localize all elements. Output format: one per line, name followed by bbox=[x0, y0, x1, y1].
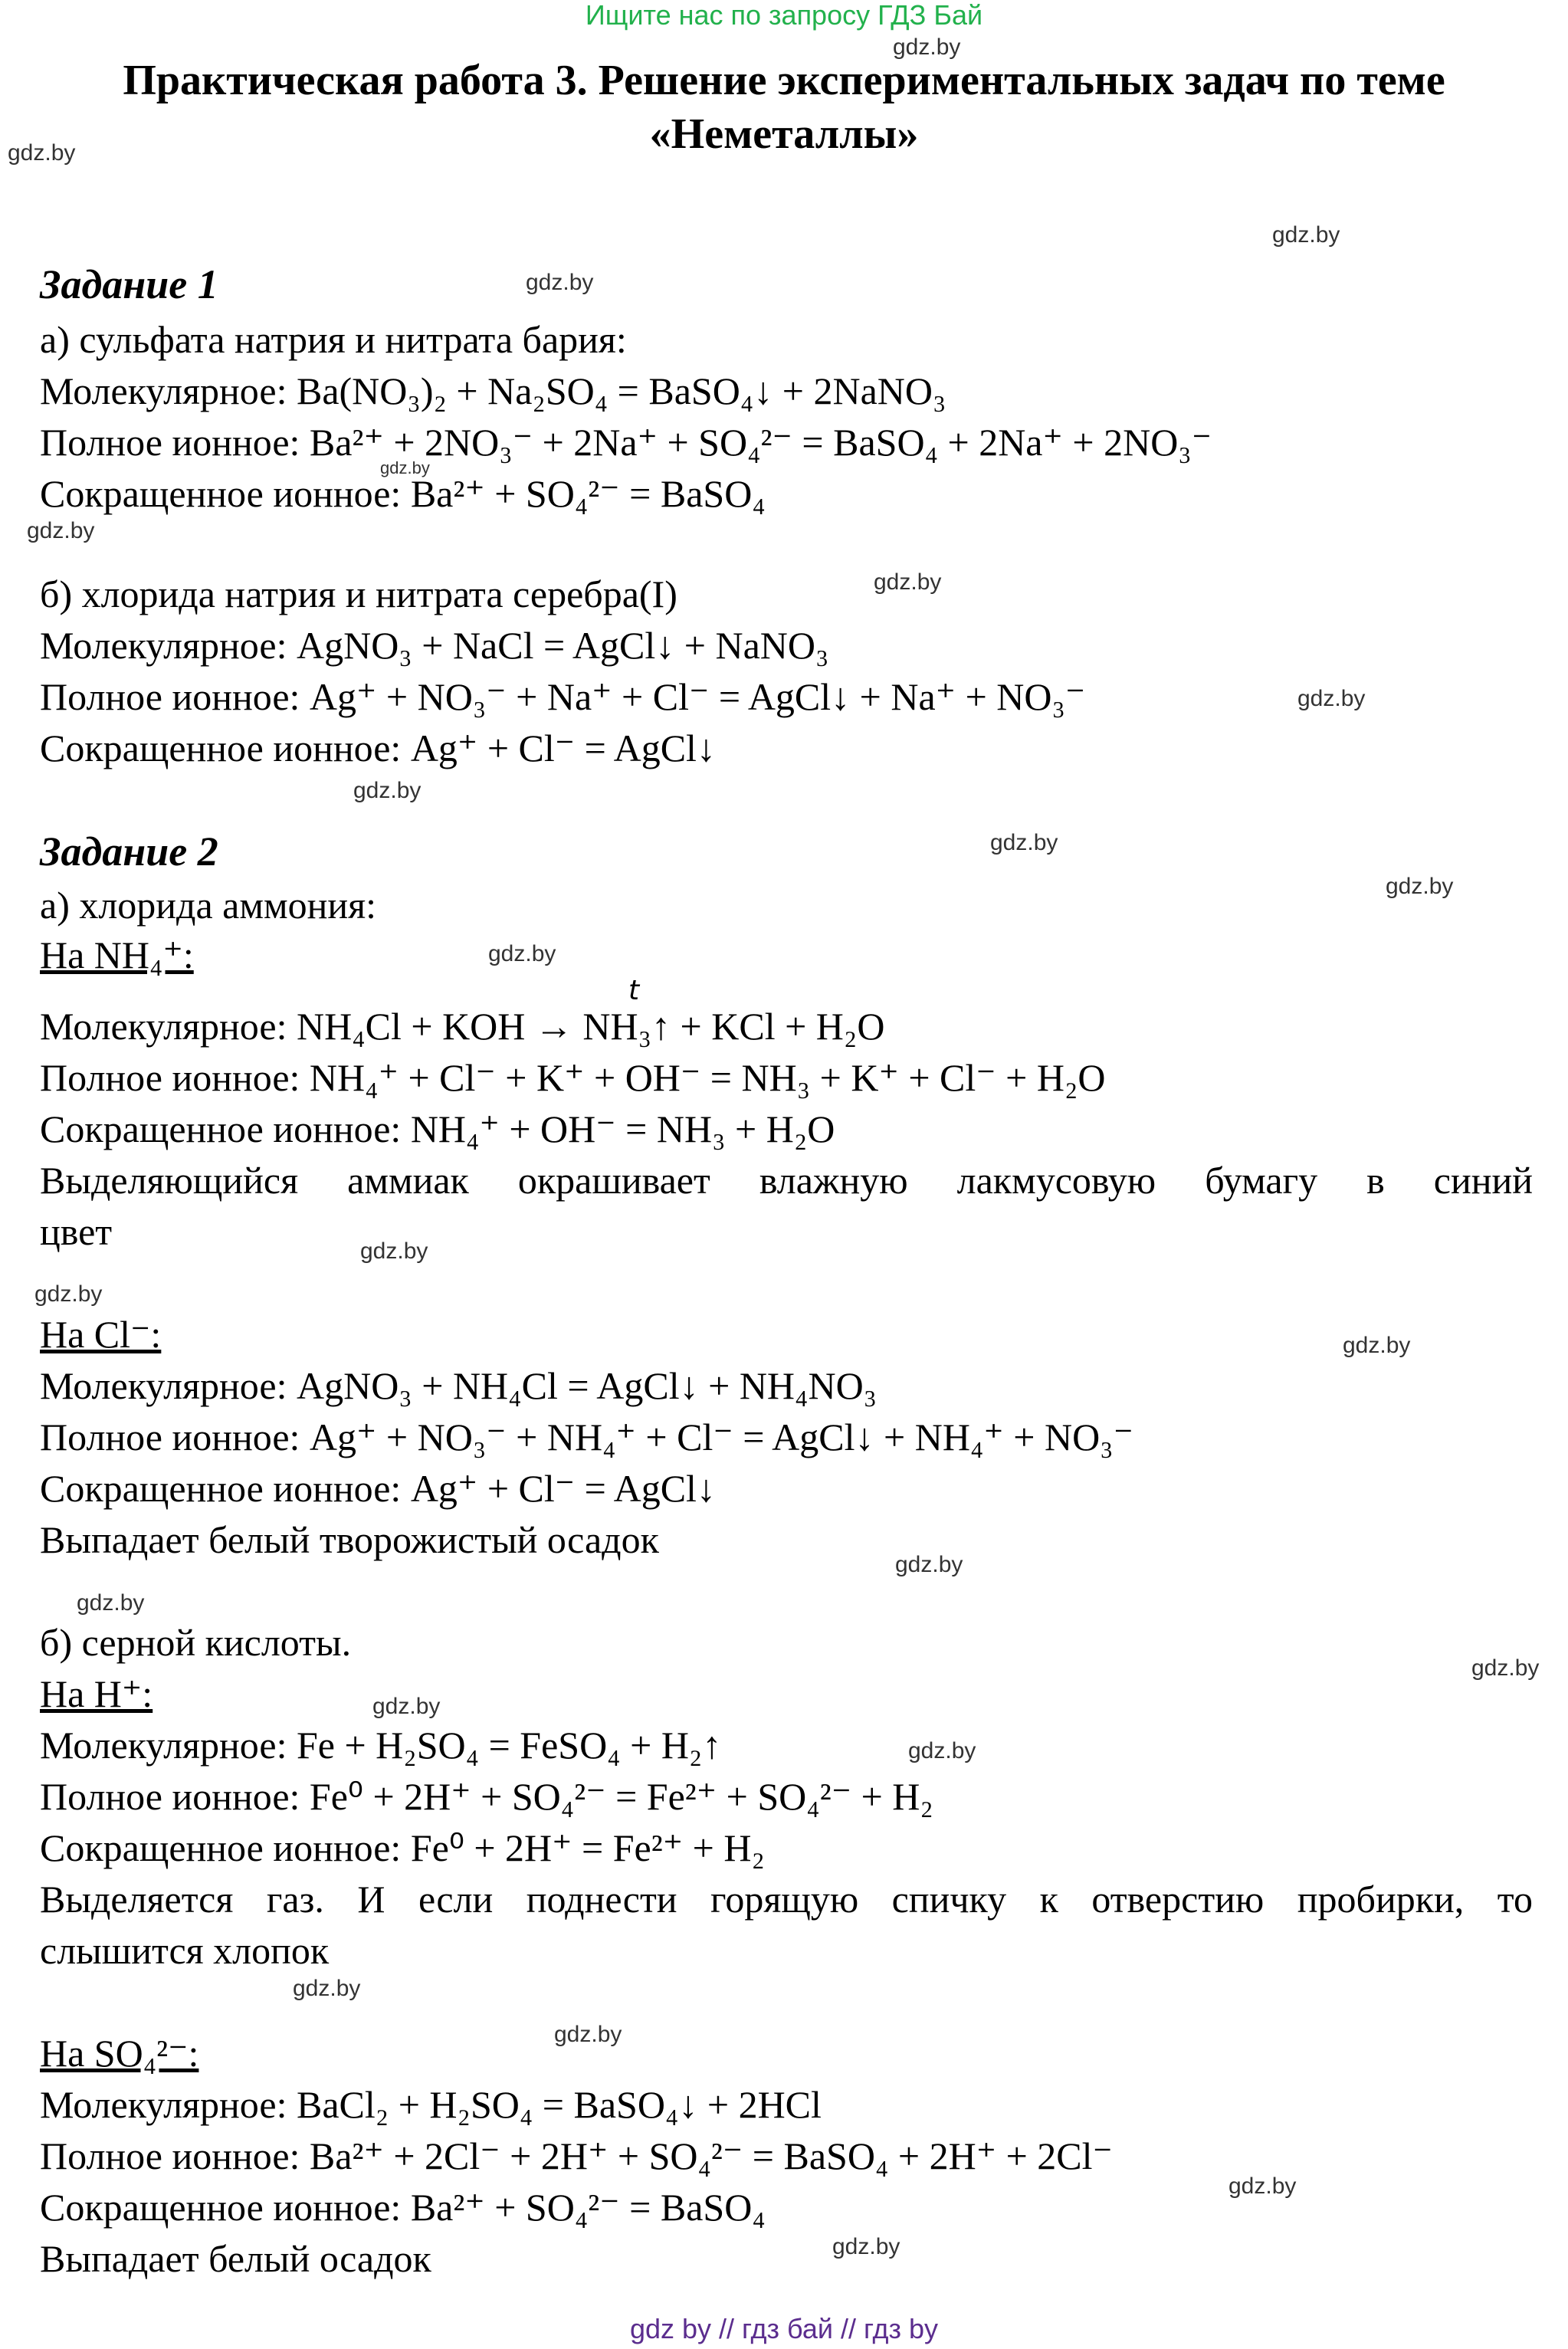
task1-b-full-ionic: Полное ионное: Ag⁺ + NO₃⁻ + Na⁺ + Cl⁻ = AgCl↓ + Na⁺ + NO₃⁻ bbox=[40, 675, 1086, 718]
task2-heading: Задание 2 bbox=[40, 828, 218, 874]
watermark: gdz.by bbox=[908, 1738, 976, 1763]
task2-so4-note: Выпадает белый осадок bbox=[40, 2237, 431, 2280]
watermark: gdz.by bbox=[353, 778, 422, 803]
task2-cl-short-ionic: Сокращенное ионное: Ag⁺ + Cl⁻ = AgCl↓ bbox=[40, 1467, 716, 1510]
watermark: gdz.by bbox=[77, 1590, 145, 1616]
task2-nh4-subheading: На NH₄⁺: bbox=[40, 933, 194, 976]
watermark: gdz.by bbox=[893, 34, 961, 60]
title-line-1: Практическая работа 3. Решение экспериментальных задач по теме bbox=[123, 57, 1445, 104]
task1-a-full-ionic: Полное ионное: Ba²⁺ + 2NO₃⁻ + 2Na⁺ + SO₄²⁻ = BaSO₄ + 2Na⁺ + 2NO₃⁻ bbox=[40, 421, 1212, 464]
watermark: gdz.by bbox=[372, 1694, 441, 1719]
watermark: gdz.by bbox=[1272, 222, 1340, 248]
task2-so4-subheading: На SO₄²⁻: bbox=[40, 2032, 199, 2075]
task2-a-label: а) хлорида аммония: bbox=[40, 884, 377, 927]
task2-cl-subheading: На Cl⁻: bbox=[40, 1313, 162, 1356]
promo-link[interactable]: Ищите нас по запросу ГДЗ Бай bbox=[585, 0, 983, 31]
watermark: gdz.by bbox=[526, 270, 594, 295]
watermark: gdz.by bbox=[488, 941, 556, 966]
task2-cl-molecular: Молекулярное: AgNO₃ + NH₄Cl = AgCl↓ + NH₄NO₃ bbox=[40, 1364, 877, 1407]
task2-so4-molecular: Молекулярное: BaCl₂ + H₂SO₄ = BaSO₄↓ + 2HCl bbox=[40, 2083, 822, 2126]
watermark: gdz.by bbox=[554, 2022, 622, 2047]
watermark: gdz.by bbox=[874, 569, 942, 595]
task2-nh4-molecular: Молекулярное: NH₄Cl + KOH → NH₃↑ + KCl + H₂O bbox=[40, 1005, 885, 1048]
watermark: gdz.by bbox=[1471, 1655, 1540, 1681]
task2-so4-full-ionic: Полное ионное: Ba²⁺ + 2Cl⁻ + 2H⁺ + SO₄²⁻ = BaSO₄ + 2H⁺ + 2Cl⁻ bbox=[40, 2134, 1113, 2177]
watermark: gdz.by bbox=[8, 140, 76, 166]
task1-a-short-ionic: Сокращенное ионное: Ba²⁺ + SO₄²⁻ = BaSO₄ bbox=[40, 472, 766, 515]
watermark: gdz.by bbox=[27, 518, 95, 543]
task1-b-molecular: Молекулярное: AgNO₃ + NaCl = AgCl↓ + NaNO₃ bbox=[40, 624, 829, 667]
task2-h-note-line2: слышится хлопок bbox=[40, 1929, 330, 1972]
footer-links[interactable]: gdz by // гдз бай // гдз by bbox=[629, 2313, 939, 2344]
task2-h-short-ionic: Сокращенное ионное: Fe⁰ + 2H⁺ = Fe²⁺ + H₂ bbox=[40, 1826, 765, 1869]
task2-nh4-full-ionic: Полное ионное: NH₄⁺ + Cl⁻ + K⁺ + OH⁻ = NH₃ + K⁺ + Cl⁻ + H₂O bbox=[40, 1056, 1106, 1099]
watermark: gdz.by bbox=[1297, 686, 1366, 711]
watermark: gdz.by bbox=[895, 1552, 963, 1577]
watermark: gdz.by bbox=[1343, 1333, 1411, 1358]
task2-h-molecular: Молекулярное: Fe + H₂SO₄ = FeSO₄ + H₂↑ bbox=[40, 1724, 722, 1767]
task1-a-label: а) сульфата натрия и нитрата бария: bbox=[40, 318, 627, 361]
task2-nh4-note-line1: Выделяющийся аммиак окрашивает влажную лакмусовую бумагу в синий bbox=[40, 1159, 1533, 1202]
task2-nh4-short-ionic: Сокращенное ионное: NH₄⁺ + OH⁻ = NH₃ + H₂O bbox=[40, 1107, 835, 1150]
task1-b-short-ionic: Сокращенное ионное: Ag⁺ + Cl⁻ = AgCl↓ bbox=[40, 727, 716, 769]
task2-cl-note: Выпадает белый творожистый осадок bbox=[40, 1518, 659, 1561]
watermark: gdz.by bbox=[1228, 2173, 1297, 2199]
watermark: gdz.by bbox=[293, 1976, 361, 2001]
watermark: gdz.by bbox=[832, 2234, 900, 2259]
title-line-2: «Неметаллы» bbox=[649, 110, 919, 158]
task2-h-subheading: На H⁺: bbox=[40, 1672, 153, 1715]
page-title bbox=[77, 54, 1491, 161]
watermark: gdz.by bbox=[1386, 874, 1454, 899]
task2-h-note-line1: Выделяется газ. И если поднести горящую спичку к отверстию пробирки, то bbox=[40, 1878, 1533, 1921]
task1-heading: Задание 1 bbox=[40, 261, 218, 307]
watermark: gdz.by bbox=[360, 1238, 428, 1264]
temperature-mark: t bbox=[628, 975, 640, 1006]
task2-h-full-ionic: Полное ионное: Fe⁰ + 2H⁺ + SO₄²⁻ = Fe²⁺ + SO₄²⁻ + H₂ bbox=[40, 1775, 933, 1818]
task1-b-label: б) хлорида натрия и нитрата серебра(I) bbox=[40, 572, 677, 615]
task2-cl-full-ionic: Полное ионное: Ag⁺ + NO₃⁻ + NH₄⁺ + Cl⁻ = AgCl↓ + NH₄⁺ + NO₃⁻ bbox=[40, 1416, 1134, 1458]
task2-so4-short-ionic: Сокращенное ионное: Ba²⁺ + SO₄²⁻ = BaSO₄ bbox=[40, 2186, 766, 2229]
watermark: gdz.by bbox=[990, 830, 1058, 855]
task1-a-molecular: Молекулярное: Ba(NO₃)₂ + Na₂SO₄ = BaSO₄↓ + 2NaNO₃ bbox=[40, 369, 946, 412]
task2-b-label: б) серной кислоты. bbox=[40, 1621, 352, 1664]
watermark: gdz.by bbox=[34, 1281, 103, 1307]
task2-nh4-note-line2: цвет bbox=[40, 1210, 113, 1253]
watermark: gdz.by bbox=[380, 458, 430, 477]
